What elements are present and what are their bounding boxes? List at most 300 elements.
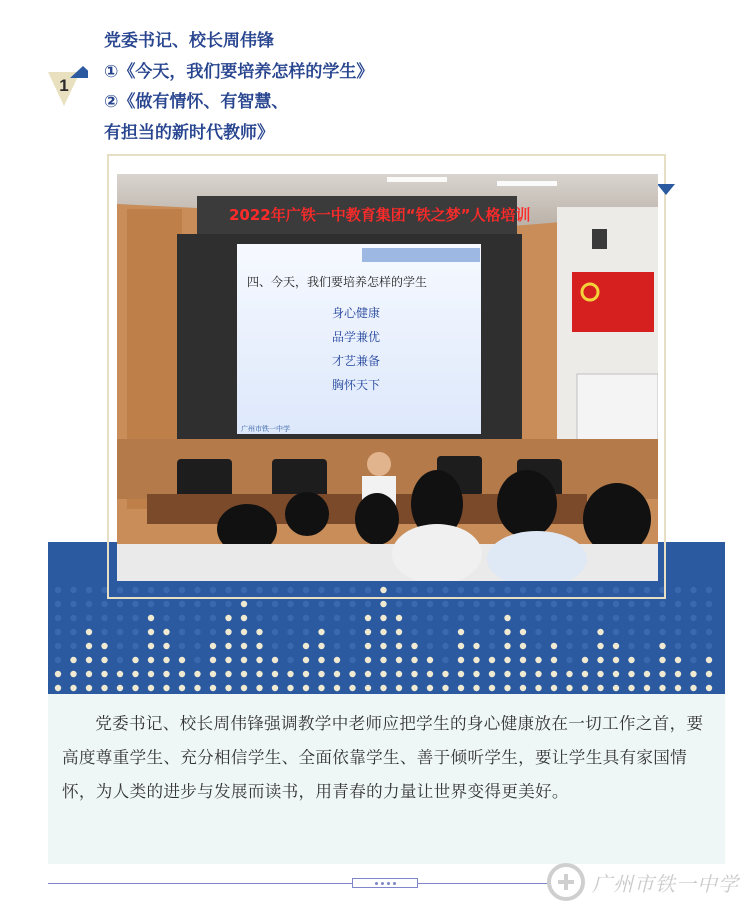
decor-dot — [55, 671, 61, 677]
decor-dot — [55, 629, 61, 635]
decor-dot — [566, 615, 572, 621]
decor-dot — [241, 629, 247, 635]
decor-dot — [334, 657, 340, 663]
decor-dot — [644, 643, 650, 649]
decor-dot — [706, 601, 712, 607]
decor-dot — [272, 657, 278, 663]
decor-dot — [365, 615, 371, 621]
decor-dot — [675, 671, 681, 677]
decor-dot — [70, 657, 76, 663]
decor-dot — [194, 601, 200, 607]
decor-dot — [659, 629, 665, 635]
decor-dot — [179, 657, 185, 663]
decor-dot — [458, 657, 464, 663]
decor-dot — [582, 629, 588, 635]
decor-dot — [628, 601, 634, 607]
decor-dot — [194, 685, 200, 691]
decor-dot — [520, 643, 526, 649]
section-badge — [48, 66, 88, 106]
decor-dot — [535, 615, 541, 621]
decor-dot — [101, 685, 107, 691]
decor-dot — [70, 685, 76, 691]
decor-dot — [148, 685, 154, 691]
heading-line: 党委书记、校长周伟锋 — [104, 31, 274, 51]
decor-dot — [132, 629, 138, 635]
decor-dot — [597, 643, 603, 649]
decor-dot — [675, 643, 681, 649]
decor-dot — [117, 643, 123, 649]
decor-dot — [427, 657, 433, 663]
banner-text: 2022年广铁一中教育集团“铁之梦”人格培训 — [229, 206, 531, 224]
decor-dot — [287, 657, 293, 663]
watermark-text: 广州市铁一中学 — [592, 872, 739, 896]
decor-dot — [458, 685, 464, 691]
heading-line: 有担当的新时代教师》 — [104, 122, 274, 143]
decor-dot — [225, 685, 231, 691]
decor-dot — [163, 685, 169, 691]
decor-dot — [442, 629, 448, 635]
decor-dot — [551, 615, 557, 621]
decor-dot — [318, 671, 324, 677]
decor-dot — [365, 671, 371, 677]
slide-point: 品学兼优 — [332, 330, 381, 344]
decor-dot — [520, 657, 526, 663]
decor-dot — [117, 671, 123, 677]
decor-dot — [132, 643, 138, 649]
decor-dot — [318, 629, 324, 635]
decor-dot — [566, 629, 572, 635]
decor-dot — [644, 657, 650, 663]
school-logo-icon — [546, 862, 590, 902]
decor-dot — [256, 671, 262, 677]
decor-dot — [194, 643, 200, 649]
decor-dot — [287, 685, 293, 691]
decor-dot — [55, 657, 61, 663]
decor-dot — [256, 629, 262, 635]
decor-dot — [287, 629, 293, 635]
decor-dot — [86, 601, 92, 607]
decor-dot — [690, 657, 696, 663]
decor-dot — [427, 685, 433, 691]
decor-dot — [70, 615, 76, 621]
decor-dot — [101, 657, 107, 663]
decor-dot — [194, 629, 200, 635]
decor-dot — [706, 643, 712, 649]
decor-dot — [365, 657, 371, 663]
lecture-hall-illustration — [117, 174, 658, 581]
decor-dot — [396, 671, 402, 677]
decor-dot — [101, 615, 107, 621]
decor-dot — [628, 643, 634, 649]
decor-dot — [272, 671, 278, 677]
decor-dot — [55, 587, 61, 593]
decor-dot — [86, 671, 92, 677]
decor-dot — [535, 643, 541, 649]
decor-dot — [287, 601, 293, 607]
decor-dot — [535, 685, 541, 691]
decor-dot — [225, 643, 231, 649]
decor-dot — [566, 657, 572, 663]
decor-dot — [303, 601, 309, 607]
decor-dot — [659, 685, 665, 691]
slide-point: 胸怀天下 — [332, 378, 381, 392]
slide-point: 身心健康 — [332, 306, 381, 320]
decor-dot — [473, 601, 479, 607]
decor-dot — [163, 643, 169, 649]
section-heading — [104, 26, 524, 148]
decor-dot — [690, 587, 696, 593]
decor-dot — [551, 601, 557, 607]
decor-dot — [489, 643, 495, 649]
decor-dot — [659, 615, 665, 621]
decor-dot — [597, 657, 603, 663]
decor-dot — [70, 671, 76, 677]
decor-dot — [179, 685, 185, 691]
decor-dot — [272, 601, 278, 607]
decor-dot — [365, 629, 371, 635]
decor-dot — [148, 671, 154, 677]
decor-dot — [101, 643, 107, 649]
decor-dot — [55, 601, 61, 607]
decor-dot — [628, 615, 634, 621]
decor-dot — [597, 685, 603, 691]
decor-dot — [194, 671, 200, 677]
decor-dot — [659, 601, 665, 607]
decor-dot — [675, 587, 681, 593]
decor-dot — [303, 657, 309, 663]
decor-dot — [504, 685, 510, 691]
body-paragraph: 党委书记、校长周伟锋强调教学中老师应把学生的身心健康放在一切工作之首，要高度尊重学生、充分相信学生、全面依靠学生、善于倾听学生，要让学生具有家国情怀，为人类的进步与发展而读书，用青春的力量让世界变得更美好。 — [62, 714, 704, 801]
decor-dot — [504, 601, 510, 607]
decor-dot — [675, 601, 681, 607]
decor-dot — [628, 629, 634, 635]
decor-dot — [318, 657, 324, 663]
decor-dot — [349, 615, 355, 621]
footer-divider-left — [48, 883, 352, 884]
triangle-marker-icon — [657, 184, 675, 196]
decor-dot — [179, 615, 185, 621]
decor-dot — [318, 643, 324, 649]
decor-dot — [659, 643, 665, 649]
decor-dot — [566, 685, 572, 691]
decor-dot — [644, 601, 650, 607]
decor-dot — [349, 601, 355, 607]
decor-dot — [427, 671, 433, 677]
decor-dot — [101, 629, 107, 635]
decor-dot — [256, 601, 262, 607]
decor-dot — [458, 629, 464, 635]
decor-dot — [597, 629, 603, 635]
decor-dot — [597, 615, 603, 621]
decor-dot — [489, 657, 495, 663]
lecture-photo — [117, 174, 658, 581]
decor-dot — [706, 629, 712, 635]
decor-dot — [411, 685, 417, 691]
decor-dot — [210, 685, 216, 691]
slide-footer: 广州市铁一中学 — [241, 425, 290, 433]
decor-dot — [597, 601, 603, 607]
decor-dot — [365, 643, 371, 649]
decor-dot — [272, 615, 278, 621]
decor-dot — [86, 685, 92, 691]
decor-dot — [380, 629, 386, 635]
decor-dot — [163, 671, 169, 677]
decor-dot — [489, 671, 495, 677]
decor-dot — [613, 601, 619, 607]
decor-dot — [520, 615, 526, 621]
decor-dot — [349, 671, 355, 677]
slide-point: 才艺兼备 — [332, 354, 381, 368]
decor-dot — [241, 657, 247, 663]
decor-dot — [504, 671, 510, 677]
decor-dot — [303, 629, 309, 635]
decor-dot — [210, 671, 216, 677]
decor-dot — [504, 657, 510, 663]
decor-dot — [179, 629, 185, 635]
decor-dot — [566, 671, 572, 677]
decor-dot — [210, 615, 216, 621]
decor-dot — [194, 657, 200, 663]
decor-dot — [706, 685, 712, 691]
decor-dot — [148, 615, 154, 621]
decor-dot — [458, 615, 464, 621]
decor-dot — [86, 657, 92, 663]
decor-dot — [303, 643, 309, 649]
decor-dot — [210, 657, 216, 663]
decor-dot — [148, 601, 154, 607]
decor-dot — [334, 643, 340, 649]
decor-dot — [380, 685, 386, 691]
decor-dot — [690, 601, 696, 607]
decor-dot — [582, 685, 588, 691]
decor-dot — [690, 643, 696, 649]
decor-dot — [520, 671, 526, 677]
decor-dot — [334, 685, 340, 691]
decor-dot — [644, 629, 650, 635]
decor-dot — [520, 601, 526, 607]
decor-dot — [489, 615, 495, 621]
decor-dot — [287, 671, 293, 677]
decor-dot — [613, 615, 619, 621]
decor-dot — [458, 601, 464, 607]
decor-dot — [659, 671, 665, 677]
decor-dot — [442, 685, 448, 691]
decor-dot — [411, 615, 417, 621]
decor-dot — [613, 629, 619, 635]
decor-dot — [396, 615, 402, 621]
decor-dot — [163, 615, 169, 621]
decor-dot — [101, 671, 107, 677]
decor-dot — [210, 643, 216, 649]
decor-dot — [334, 615, 340, 621]
decor-dot — [86, 629, 92, 635]
decor-dot — [628, 671, 634, 677]
decor-dot — [55, 615, 61, 621]
decor-dot — [396, 643, 402, 649]
decor-dot — [380, 615, 386, 621]
decor-dot — [675, 615, 681, 621]
decor-dot — [210, 601, 216, 607]
decor-dot — [690, 685, 696, 691]
decor-dot — [644, 671, 650, 677]
decor-dot — [365, 685, 371, 691]
decor-dot — [86, 643, 92, 649]
decor-dot — [117, 615, 123, 621]
heading-line: ②《做有情怀、有智慧、 — [104, 92, 289, 112]
section-number: 1 — [59, 76, 69, 95]
decor-dot — [489, 601, 495, 607]
decor-dot — [70, 601, 76, 607]
decor-dot — [256, 685, 262, 691]
decor-dot — [132, 657, 138, 663]
decor-dot — [628, 685, 634, 691]
decor-dot — [225, 615, 231, 621]
decor-dot — [520, 629, 526, 635]
decor-dot — [349, 657, 355, 663]
decor-dot — [427, 643, 433, 649]
decor-dot — [489, 685, 495, 691]
decor-dot — [458, 643, 464, 649]
decor-dot — [241, 685, 247, 691]
decor-dot — [442, 615, 448, 621]
decor-dot — [380, 601, 386, 607]
decor-dot — [70, 629, 76, 635]
decor-dot — [163, 601, 169, 607]
decor-dot — [241, 601, 247, 607]
decor-dot — [318, 685, 324, 691]
decor-dot — [241, 643, 247, 649]
decor-dot — [210, 629, 216, 635]
decor-dot — [520, 685, 526, 691]
decor-dot — [442, 657, 448, 663]
decor-dot — [504, 615, 510, 621]
decor-dot — [117, 657, 123, 663]
decor-dot — [582, 615, 588, 621]
decor-dot — [504, 629, 510, 635]
decor-dot — [318, 615, 324, 621]
slide-title: 四、今天，我们要培养怎样的学生 — [247, 275, 428, 289]
decor-dot — [504, 643, 510, 649]
decor-dot — [427, 601, 433, 607]
decor-dot — [706, 657, 712, 663]
decor-dot — [55, 685, 61, 691]
decor-dot — [334, 629, 340, 635]
decor-dot — [442, 643, 448, 649]
decor-dot — [535, 601, 541, 607]
decor-dot — [303, 615, 309, 621]
decor-dot — [442, 671, 448, 677]
decor-dot — [427, 615, 433, 621]
decor-dot — [551, 657, 557, 663]
decor-dot — [582, 657, 588, 663]
decor-dot — [380, 657, 386, 663]
decor-dot — [551, 643, 557, 649]
decor-dot — [597, 671, 603, 677]
decor-dot — [613, 643, 619, 649]
decor-dot — [179, 601, 185, 607]
decor-dot — [675, 657, 681, 663]
decor-dot — [163, 629, 169, 635]
decor-dot — [411, 643, 417, 649]
decor-dot — [675, 629, 681, 635]
decor-dot — [117, 629, 123, 635]
decor-dot — [148, 643, 154, 649]
decor-dot — [442, 601, 448, 607]
decor-dot — [256, 643, 262, 649]
decor-dot — [396, 601, 402, 607]
decor-dot — [566, 643, 572, 649]
decor-dot — [675, 685, 681, 691]
decor-dot — [427, 629, 433, 635]
decor-dot — [396, 657, 402, 663]
decor-dot — [70, 587, 76, 593]
decor-dot — [272, 643, 278, 649]
decor-dot — [628, 657, 634, 663]
decor-dot — [396, 629, 402, 635]
decor-dot — [411, 671, 417, 677]
decor-dot — [644, 685, 650, 691]
decor-dot — [272, 629, 278, 635]
decor-dot — [349, 685, 355, 691]
decor-dot — [334, 601, 340, 607]
decor-dot — [473, 615, 479, 621]
decor-dot — [551, 685, 557, 691]
decor-dot — [256, 657, 262, 663]
decor-dot — [287, 615, 293, 621]
decor-dot — [535, 629, 541, 635]
decor-dot — [613, 671, 619, 677]
decor-dot — [132, 601, 138, 607]
decor-dot — [473, 685, 479, 691]
watermark — [546, 862, 746, 902]
decor-dot — [241, 671, 247, 677]
decor-dot — [473, 629, 479, 635]
decor-dot — [132, 685, 138, 691]
decor-dot — [225, 657, 231, 663]
decor-dot — [582, 601, 588, 607]
decor-dot — [411, 657, 417, 663]
decor-dot — [458, 671, 464, 677]
decor-dot — [303, 685, 309, 691]
decor-dot — [551, 629, 557, 635]
decor-dot — [489, 629, 495, 635]
body-text-box — [48, 694, 725, 864]
decor-dot — [473, 657, 479, 663]
decor-dot — [148, 657, 154, 663]
decor-dot — [179, 643, 185, 649]
decor-dot — [396, 685, 402, 691]
decor-dot — [706, 587, 712, 593]
decor-dot — [690, 671, 696, 677]
decor-dot — [349, 643, 355, 649]
decor-dot — [256, 615, 262, 621]
decor-dot — [411, 601, 417, 607]
decor-dot — [55, 643, 61, 649]
decor-dot — [241, 615, 247, 621]
decor-dot — [117, 601, 123, 607]
decor-dot — [318, 601, 324, 607]
decor-dot — [582, 671, 588, 677]
decor-dot — [117, 685, 123, 691]
decor-dot — [535, 671, 541, 677]
decor-dot — [551, 671, 557, 677]
decor-dot — [535, 657, 541, 663]
footer-divider-pill — [352, 878, 418, 888]
decor-dot — [132, 671, 138, 677]
decor-dot — [380, 671, 386, 677]
decor-dot — [644, 615, 650, 621]
decor-dot — [566, 601, 572, 607]
